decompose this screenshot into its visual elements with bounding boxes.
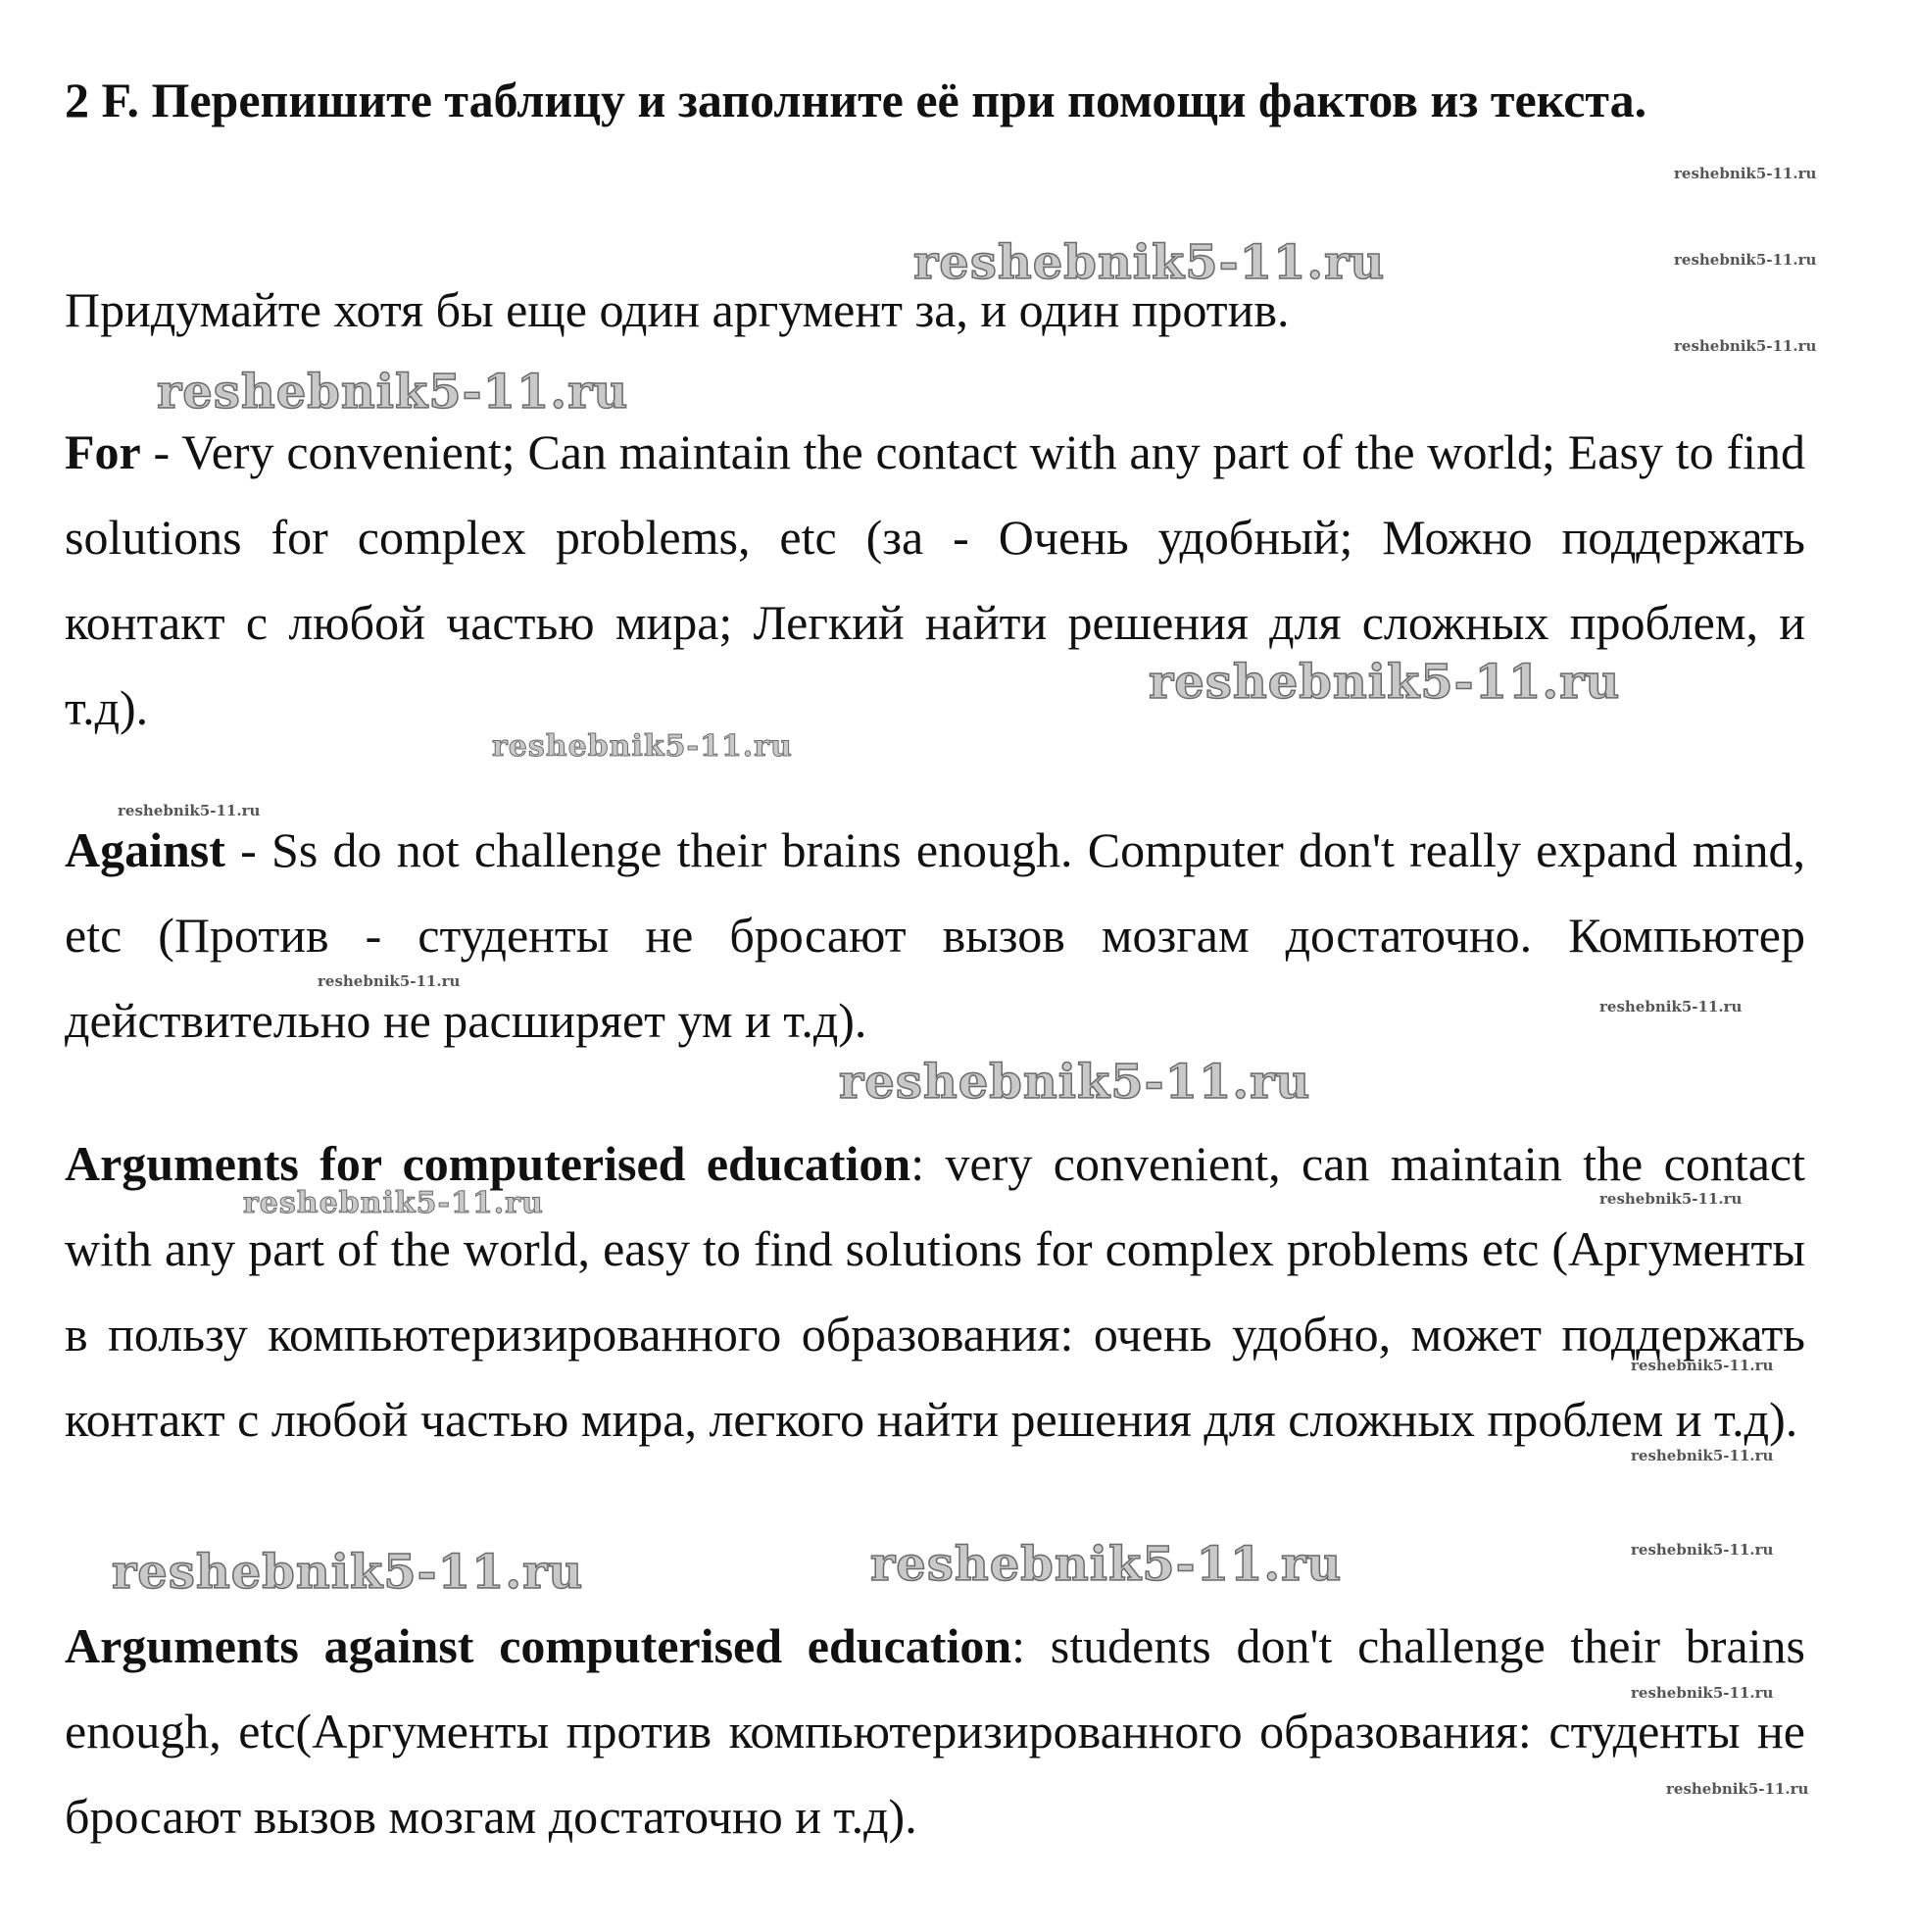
watermark: reshebnik5-11.ru — [1674, 165, 1817, 182]
watermark: reshebnik5-11.ru — [157, 365, 629, 420]
watermark: reshebnik5-11.ru — [1631, 1684, 1774, 1702]
watermark: reshebnik5-11.ru — [1599, 1190, 1743, 1208]
watermark: reshebnik5-11.ru — [839, 1055, 1311, 1110]
against-label: Against — [65, 822, 225, 877]
watermark: reshebnik5-11.ru — [1674, 251, 1817, 269]
watermark: reshebnik5-11.ru — [112, 1545, 584, 1600]
watermark: reshebnik5-11.ru — [318, 972, 461, 990]
arguments-against-label: Arguments against computerised education — [65, 1618, 1012, 1673]
watermark: reshebnik5-11.ru — [1674, 337, 1817, 355]
watermark: reshebnik5-11.ru — [870, 1537, 1343, 1592]
exercise-heading: 2 F. Перепишите таблицу и заполните её при помощи фактов из текста. — [65, 73, 1647, 127]
watermark: reshebnik5-11.ru — [1599, 998, 1743, 1016]
for-text: - Very convenient; Can maintain the contact with any part of the world; Easy to find solutions for complex problems, etc (за - Очень удобный; Можно поддержать контакт с любой частью мира; Легкий найти решения для сложных проблем, и т.д). — [65, 424, 1805, 735]
arguments-for-paragraph — [65, 1121, 1805, 1462]
watermark: reshebnik5-11.ru — [1666, 1780, 1809, 1798]
watermark: reshebnik5-11.ru — [492, 729, 793, 764]
watermark: reshebnik5-11.ru — [1149, 655, 1621, 710]
arguments-against-text: : students don't challenge their brains enough, etc(Аргументы против компьютеризированного образования: студенты не бросают вызов мозгам достаточно и т.д). — [65, 1618, 1805, 1844]
watermark: reshebnik5-11.ru — [1631, 1541, 1774, 1559]
watermark: reshebnik5-11.ru — [913, 235, 1386, 290]
watermark: reshebnik5-11.ru — [243, 1186, 544, 1220]
arguments-for-text: : very convenient, can maintain the contact with any part of the world, easy to find solutions for complex problems etc (Аргументы в пользу компьютеризированного образования: очень удобно, может поддержать контакт с любой частью мира, легкого найти решения для сложных проблем и т.д). — [65, 1136, 1806, 1447]
arguments-against-paragraph — [65, 1604, 1805, 1859]
against-paragraph — [65, 808, 1805, 1064]
watermark: reshebnik5-11.ru — [1631, 1357, 1774, 1374]
arguments-for-label: Arguments for computerised education — [65, 1136, 911, 1191]
task-instruction: Придумайте хотя бы еще один аргумент за, и один против. — [65, 282, 1290, 337]
watermark: reshebnik5-11.ru — [1631, 1447, 1774, 1464]
against-text: - Ss do not challenge their brains enough. Computer don't really expand mind, etc (Против - студенты не бросают вызов мозгам достаточно. Компьютер действительно не расширяет ум и т.д). — [65, 822, 1805, 1048]
for-label: For — [65, 424, 141, 479]
watermark: reshebnik5-11.ru — [118, 802, 261, 819]
for-paragraph — [65, 410, 1805, 751]
